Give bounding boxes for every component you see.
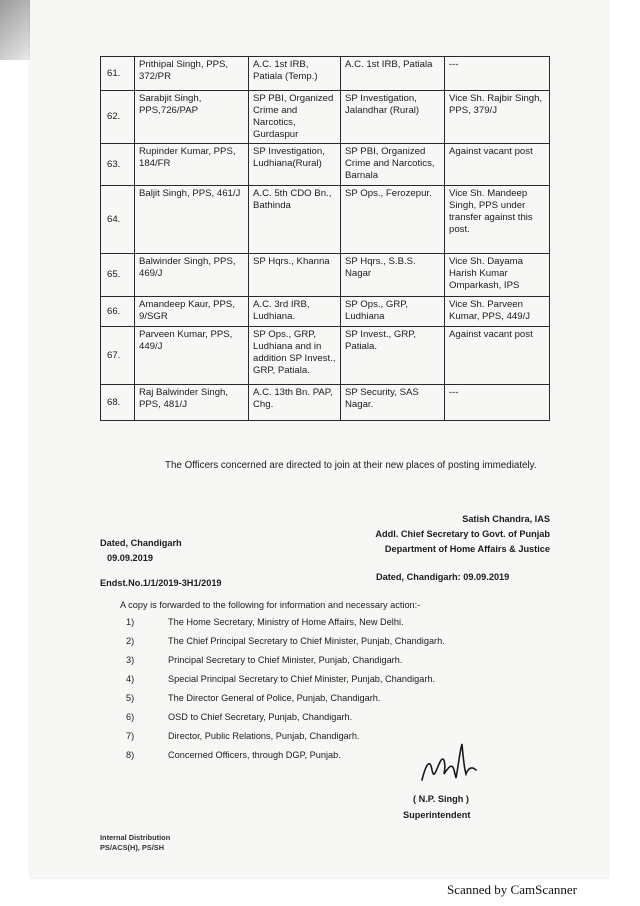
posting-to-cell: A.C. 1st IRB, Patiala: [341, 57, 445, 91]
posting-from-cell: SP Investigation, Ludhiana(Rural): [249, 144, 341, 186]
officer-name-cell: Baljit Singh, PPS, 461/J: [135, 186, 249, 254]
list-item-text: Principal Secretary to Chief Minister, Punjab, Chandigarh.: [168, 655, 403, 665]
list-item-number: 4): [126, 674, 135, 684]
list-item-number: 5): [126, 693, 135, 703]
postings-table: [100, 56, 550, 421]
endorsement-number: Endst.No.1/1/2019-3H1/2019: [100, 578, 222, 588]
posting-to-cell: SP Ops., Ferozepur.: [341, 186, 445, 254]
list-item-text: Special Principal Secretary to Chief Minister, Punjab, Chandigarh.: [168, 674, 436, 684]
posting-from-cell: A.C. 3rd IRB, Ludhiana.: [249, 297, 341, 327]
postings-table-body: [101, 57, 550, 421]
serial-number-cell: 68.: [101, 385, 135, 421]
internal-distribution: [100, 833, 170, 853]
serial-number-cell: 67.: [101, 327, 135, 385]
remarks-cell: ---: [445, 57, 550, 91]
list-item-number: 1): [126, 617, 135, 627]
list-item: [126, 674, 506, 693]
serial-number-cell: 61.: [101, 57, 135, 91]
order-date: 09.09.2019: [107, 553, 153, 563]
remarks-cell: ---: [445, 385, 550, 421]
posting-to-cell: SP Hqrs., S.B.S. Nagar: [341, 254, 445, 297]
list-item-text: The Chief Principal Secretary to Chief Minister, Punjab, Chandigarh.: [168, 636, 445, 646]
officer-name-cell: Prithipal Singh, PPS, 372/PR: [135, 57, 249, 91]
table-row: [101, 186, 550, 254]
remarks-cell: Vice Sh. Mandeep Singh, PPS under transfer against this post.: [445, 186, 550, 254]
officer-name-cell: Rupinder Kumar, PPS, 184/FR: [135, 144, 249, 186]
endorsement-date: Dated, Chandigarh: 09.09.2019: [376, 572, 510, 582]
internal-distribution-line: PS/ACS(H), PS/SH: [100, 843, 165, 852]
forward-intro: A copy is forwarded to the following for information and necessary action:-: [120, 600, 421, 610]
list-item-number: 7): [126, 731, 135, 741]
list-item-text: The Home Secretary, Ministry of Home Affairs, New Delhi.: [168, 617, 404, 627]
remarks-cell: Against vacant post: [445, 144, 550, 186]
table-row: [101, 254, 550, 297]
list-item-text: Concerned Officers, through DGP, Punjab.: [168, 750, 341, 760]
posting-from-cell: SP PBI, Organized Crime and Narcotics, Gurdaspur: [249, 91, 341, 144]
officer-name-cell: Balwinder Singh, PPS, 469/J: [135, 254, 249, 297]
internal-distribution-title: Internal Distribution: [100, 833, 171, 842]
serial-number-cell: 63.: [101, 144, 135, 186]
posting-from-cell: A.C. 5th CDO Bn., Bathinda: [249, 186, 341, 254]
order-place: Dated, Chandigarh: [100, 538, 182, 548]
list-item: [126, 617, 506, 636]
signature: [418, 740, 478, 788]
remarks-cell: Vice Sh. Parveen Kumar, PPS, 449/J: [445, 297, 550, 327]
list-item: [126, 712, 506, 731]
remarks-cell: Vice Sh. Rajbir Singh, PPS, 379/J: [445, 91, 550, 144]
officer-name-cell: Parveen Kumar, PPS, 449/J: [135, 327, 249, 385]
list-item-text: The Director General of Police, Punjab, Chandigarh.: [168, 693, 381, 703]
superintendent-title: Superintendent: [403, 810, 471, 820]
posting-to-cell: SP Security, SAS Nagar.: [341, 385, 445, 421]
signer-name: Satish Chandra, IAS: [462, 514, 550, 524]
table-row: [101, 57, 550, 91]
serial-number-cell: 62.: [101, 91, 135, 144]
table-row: [101, 144, 550, 186]
superintendent-name: ( N.P. Singh ): [413, 794, 469, 804]
posting-to-cell: SP Ops., GRP, Ludhiana: [341, 297, 445, 327]
signing-authority: [330, 512, 550, 557]
camscanner-watermark: Scanned by CamScanner: [447, 882, 577, 897]
posting-to-cell: SP Investigation, Jalandhar (Rural): [341, 91, 445, 144]
table-row: [101, 327, 550, 385]
posting-from-cell: SP Hqrs., Khanna: [249, 254, 341, 297]
remarks-cell: Against vacant post: [445, 327, 550, 385]
posting-from-cell: SP Ops., GRP, Ludhiana and in addition SP Invest., GRP, Patiala.: [249, 327, 341, 385]
list-item: [126, 655, 506, 674]
officer-name-cell: Raj Balwinder Singh, PPS, 481/J: [135, 385, 249, 421]
posting-to-cell: SP Invest., GRP, Patiala.: [341, 327, 445, 385]
remarks-cell: Vice Sh. Dayama Harish Kumar Omparkash, IPS: [445, 254, 550, 297]
officer-name-cell: Amandeep Kaur, PPS, 9/SGR: [135, 297, 249, 327]
posting-from-cell: A.C. 1st IRB, Patiala (Temp.): [249, 57, 341, 91]
signer-designation: Addl. Chief Secretary to Govt. of Punjab: [375, 529, 550, 539]
serial-number-cell: 64.: [101, 186, 135, 254]
serial-number-cell: 66.: [101, 297, 135, 327]
joining-instruction: The Officers concerned are directed to join at their new places of posting immediately.: [165, 460, 537, 471]
table-row: [101, 385, 550, 421]
signer-department: Department of Home Affairs & Justice: [384, 544, 550, 554]
serial-number-cell: 65.: [101, 254, 135, 297]
officer-name-cell: Sarabjit Singh, PPS,726/PAP: [135, 91, 249, 144]
list-item-number: 2): [126, 636, 135, 646]
list-item: [126, 693, 506, 712]
posting-to-cell: SP PBI, Organized Crime and Narcotics, Barnala: [341, 144, 445, 186]
list-item-text: Director, Public Relations, Punjab, Chandigarh.: [168, 731, 360, 741]
list-item-number: 6): [126, 712, 135, 722]
list-item-text: OSD to Chief Secretary, Punjab, Chandigarh.: [168, 712, 353, 722]
list-item: [126, 636, 506, 655]
list-item-number: 3): [126, 655, 135, 665]
posting-from-cell: A.C. 13th Bn. PAP, Chg.: [249, 385, 341, 421]
order-date-block: [100, 536, 182, 566]
list-item-number: 8): [126, 750, 135, 760]
table-row: [101, 91, 550, 144]
table-row: [101, 297, 550, 327]
